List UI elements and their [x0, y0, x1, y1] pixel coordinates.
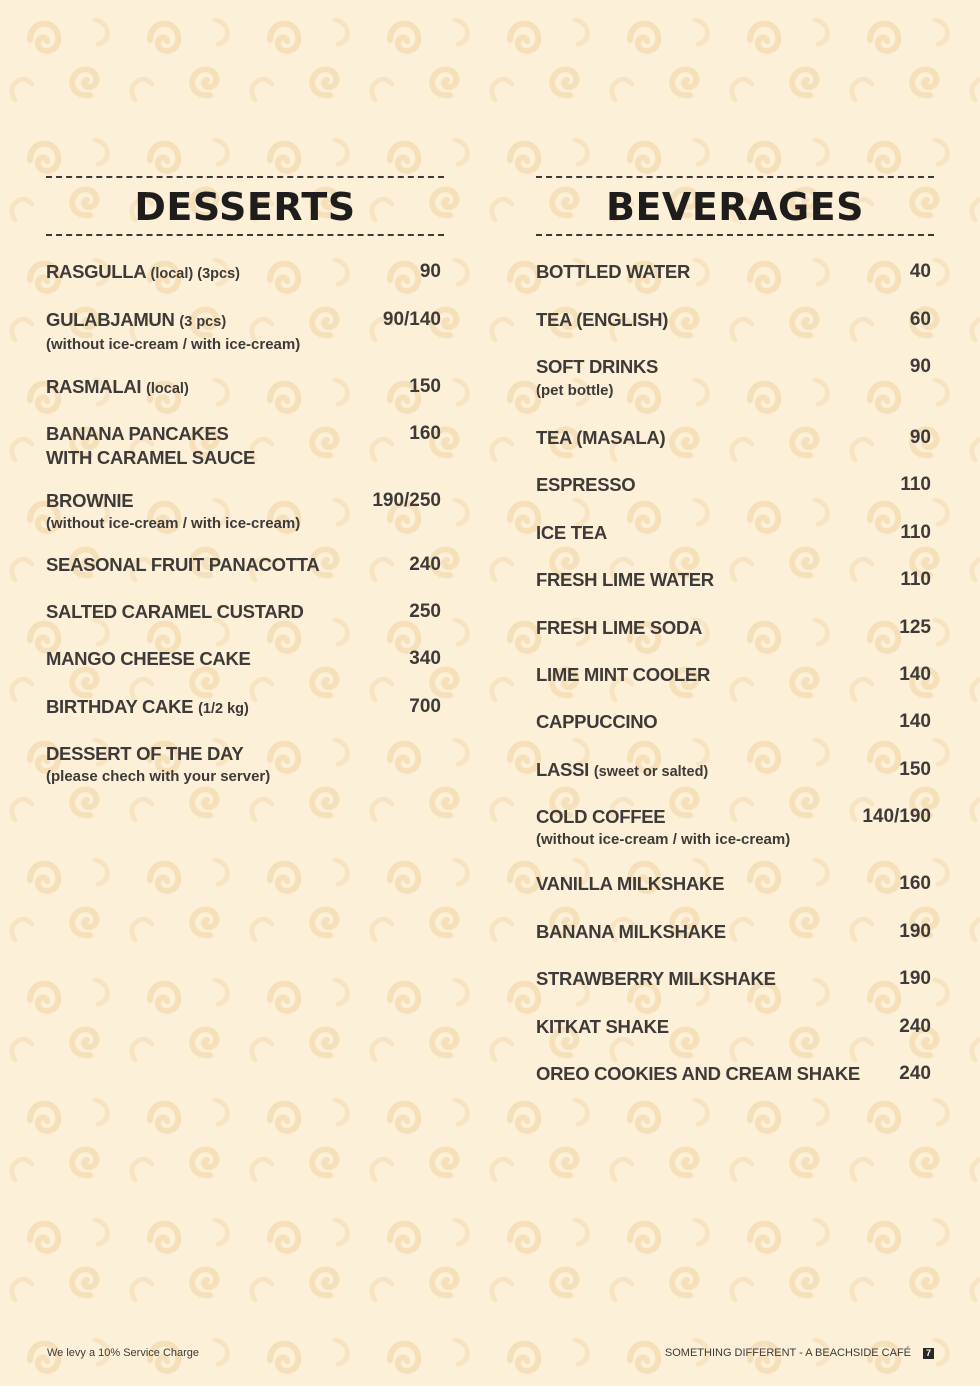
- menu-item-birthday-cake: [46, 695, 441, 721]
- desserts-heading: DESSERTS: [134, 185, 356, 229]
- item-detail: (sweet or salted): [593, 764, 709, 780]
- item-price: 340: [409, 648, 441, 669]
- item-name: DESSERT OF THE DAY: [46, 743, 244, 764]
- menu-item-fresh-lime-soda: [536, 616, 931, 640]
- item-price: 250: [409, 601, 441, 622]
- item-price: 150: [409, 376, 441, 397]
- menu-item-espresso: [536, 473, 931, 497]
- service-charge-note: We levy a 10% Service Charge: [47, 1347, 200, 1359]
- beverages-heading: BEVERAGES: [606, 185, 864, 229]
- item-name: LASSI: [536, 759, 589, 780]
- item-price: 110: [900, 522, 931, 543]
- menu-item-caramel-custard: [46, 600, 441, 624]
- item-name: BANANA PANCAKES: [46, 423, 229, 444]
- dashed-divider: [536, 234, 934, 236]
- item-name: CAPPUCCINO: [536, 711, 658, 732]
- item-name: BANANA MILKSHAKE: [536, 921, 726, 942]
- item-name: BIRTHDAY CAKE: [46, 696, 194, 717]
- item-note: (pet bottle): [536, 382, 614, 399]
- item-price: 140/190: [862, 806, 931, 827]
- item-price: 110: [900, 474, 931, 495]
- item-name: KITKAT SHAKE: [536, 1016, 669, 1037]
- item-price: 150: [899, 759, 931, 780]
- item-price: 240: [899, 1016, 931, 1037]
- menu-item-rasgulla: [46, 260, 441, 286]
- item-price: 190: [899, 921, 931, 942]
- item-price: 240: [409, 554, 441, 575]
- item-price: 60: [909, 309, 931, 330]
- item-name: RASMALAI: [46, 376, 142, 397]
- item-name: VANILLA MILKSHAKE: [536, 873, 725, 894]
- item-name: GULABJAMUN: [46, 309, 175, 330]
- menu-item-brownie: [46, 489, 441, 535]
- menu-item-gulabjamun: [46, 308, 441, 356]
- item-name: BROWNIE: [46, 490, 134, 511]
- footer-tagline: SOMETHING DIFFERENT - A BEACHSIDE CAFÉ: [664, 1347, 911, 1359]
- item-name: FRESH LIME SODA: [536, 617, 703, 638]
- item-name: RASGULLA: [46, 261, 146, 282]
- menu-item-ice-tea: [536, 521, 931, 545]
- footer-tagline-group: [665, 1346, 934, 1360]
- item-detail: (3 pcs): [179, 314, 227, 330]
- item-name: STRAWBERRY MILKSHAKE: [536, 968, 776, 989]
- menu-item-strawberry-milkshake: [536, 967, 931, 991]
- menu-item-banana-milkshake: [536, 920, 931, 944]
- item-price: 90: [909, 427, 931, 448]
- item-note: (without ice-cream / with ice-cream): [46, 515, 301, 532]
- item-note: (please chech with your server): [46, 768, 271, 785]
- item-price: 160: [409, 423, 441, 444]
- menu-item-oreo-shake: [536, 1062, 931, 1086]
- item-price: 240: [899, 1063, 931, 1084]
- item-name: BOTTLED WATER: [536, 261, 691, 282]
- menu-item-kitkat-shake: [536, 1015, 931, 1039]
- item-note: (without ice-cream / with ice-cream): [536, 831, 791, 848]
- dashed-divider: [46, 234, 444, 236]
- menu-item-tea-english: [536, 308, 931, 332]
- item-name: OREO COOKIES AND CREAM SHAKE: [536, 1063, 860, 1084]
- item-price: 140: [899, 711, 931, 732]
- menu-item-panacotta: [46, 553, 441, 577]
- menu-item-fresh-lime-water: [536, 568, 931, 592]
- item-name: COLD COFFEE: [536, 806, 666, 827]
- item-price: 90: [909, 356, 931, 377]
- item-price: 700: [409, 696, 441, 717]
- menu-item-dessert-of-the-day: [46, 742, 441, 788]
- item-name: ICE TEA: [536, 522, 607, 543]
- menu-item-cold-coffee: [536, 805, 931, 851]
- menu-item-mango-cheese-cake: [46, 647, 441, 671]
- menu-item-tea-masala: [536, 426, 931, 450]
- menu-item-vanilla-milkshake: [536, 872, 931, 896]
- item-price: 190: [899, 968, 931, 989]
- item-name-line2: WITH CARAMEL SAUCE: [46, 447, 256, 468]
- item-detail: (local) (3pcs): [150, 266, 240, 282]
- item-note: (without ice-cream / with ice-cream): [46, 336, 301, 353]
- menu-item-lime-mint-cooler: [536, 663, 931, 687]
- item-price: 140: [899, 664, 931, 685]
- item-price: 110: [900, 569, 931, 590]
- item-detail: (local): [146, 381, 189, 397]
- item-name: ESPRESSO: [536, 474, 636, 495]
- menu-item-rasmalai: [46, 375, 441, 401]
- item-price: 40: [909, 261, 931, 282]
- item-name: SOFT DRINKS: [536, 356, 659, 377]
- item-price: 190/250: [372, 490, 441, 511]
- item-name: MANGO CHEESE CAKE: [46, 648, 251, 669]
- menu-item-bottled-water: [536, 260, 931, 284]
- item-price: 160: [899, 873, 931, 894]
- item-name: TEA (MASALA): [536, 427, 666, 448]
- item-name: LIME MINT COOLER: [536, 664, 711, 685]
- desserts-section: [46, 176, 444, 785]
- item-detail: (1/2 kg): [198, 701, 249, 717]
- item-price: 125: [899, 617, 931, 638]
- item-price: 90: [419, 261, 441, 282]
- menu-item-lassi: [536, 758, 931, 784]
- page-number: 7: [923, 1348, 934, 1359]
- menu-item-banana-pancakes: [46, 422, 441, 470]
- menu-item-cappuccino: [536, 710, 931, 734]
- item-name: TEA (ENGLISH): [536, 309, 669, 330]
- menu-item-soft-drinks: [536, 355, 931, 402]
- item-name: SEASONAL FRUIT PANACOTTA: [46, 554, 320, 575]
- item-price: 90/140: [382, 309, 441, 330]
- item-name: SALTED CARAMEL CUSTARD: [46, 601, 304, 622]
- beverages-section: [536, 176, 934, 1084]
- item-name: FRESH LIME WATER: [536, 569, 714, 590]
